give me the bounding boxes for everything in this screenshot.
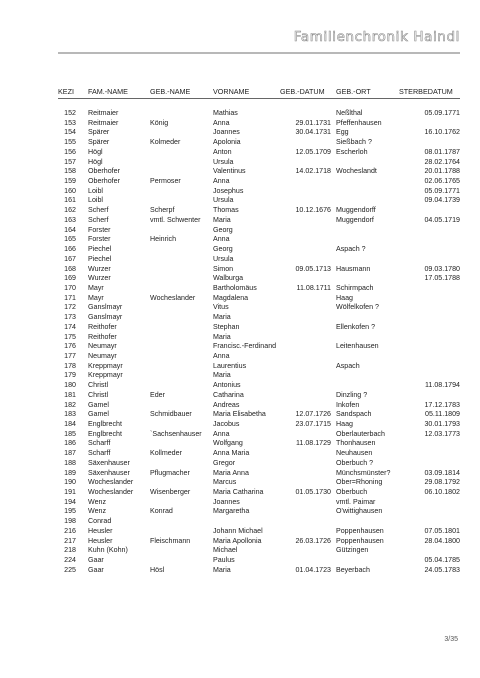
- geb-name-cell: Konrad: [150, 507, 173, 516]
- geb-datum-cell: 29.01.1731: [295, 118, 331, 127]
- fam-name-cell: Kuhn (Kohn): [88, 546, 128, 555]
- vorname-cell: Valentinus: [213, 167, 246, 176]
- vorname-cell: Vitus: [213, 303, 229, 312]
- col-geb-ort: GEB.-ORT: [336, 87, 371, 96]
- geb-name-cell: Heinrich: [150, 235, 177, 244]
- header-title: Familienchronik Haindl: [293, 29, 460, 45]
- kezi-cell: 168: [64, 264, 76, 273]
- table-row: [0, 177, 480, 187]
- geb-ort-cell: Escherloh: [336, 147, 368, 156]
- kezi-cell: 162: [64, 206, 76, 215]
- sterbedatum-cell: 08.01.1787: [424, 147, 460, 156]
- table-row: [0, 352, 480, 362]
- col-geb-name: GEB.-NAME: [150, 87, 191, 96]
- table-row: [0, 235, 480, 245]
- kezi-cell: 184: [64, 420, 76, 428]
- table-row: [0, 274, 480, 284]
- kezi-cell: 164: [64, 225, 76, 234]
- geb-ort-cell: Ellenkofen ?: [336, 322, 376, 331]
- table-row: [0, 401, 480, 411]
- table-row: [0, 206, 480, 216]
- table-row: [0, 566, 480, 576]
- geb-ort-cell: Oberlauterbach: [336, 429, 385, 438]
- kezi-cell: 188: [64, 458, 76, 467]
- vorname-cell: Walburga: [213, 274, 244, 283]
- geb-ort-cell: Oberbuch ?: [336, 458, 374, 467]
- fam-name-cell: Oberhofer: [88, 177, 120, 186]
- geb-datum-cell: 10.12.1676: [295, 206, 331, 215]
- geb-name-cell: Pflugmacher: [150, 468, 190, 477]
- vorname-cell: Maria: [213, 371, 231, 380]
- vorname-cell: Josephus: [213, 186, 244, 195]
- kezi-cell: 181: [64, 390, 76, 399]
- table-row: [0, 439, 480, 449]
- fam-name-cell: Scharff: [88, 439, 111, 448]
- kezi-cell: 155: [64, 138, 76, 147]
- fam-name-cell: Kreppmayr: [88, 361, 123, 370]
- kezi-cell: 186: [64, 439, 76, 448]
- kezi-cell: 165: [64, 235, 76, 244]
- kezi-cell: 169: [64, 274, 76, 283]
- table-row: [0, 303, 480, 313]
- table-row: [0, 196, 480, 206]
- geb-name-cell: Schmidbauer: [150, 410, 192, 419]
- kezi-cell: 153: [64, 118, 76, 127]
- sterbedatum-cell: 28.02.1764: [424, 157, 460, 166]
- fam-name-cell: Spärer: [88, 138, 110, 147]
- geb-ort-cell: Poppenhausen: [336, 536, 384, 545]
- geb-ort-cell: Muggendorf: [336, 215, 374, 224]
- sterbedatum-cell: 24.05.1783: [424, 565, 460, 574]
- table-row: [0, 167, 480, 177]
- table-row: [0, 488, 480, 498]
- col-geb-datum: GEB.-DATUM: [280, 87, 325, 96]
- geb-name-cell: Kolmeder: [150, 138, 181, 147]
- geb-ort-cell: Haag: [336, 293, 353, 302]
- fam-name-cell: Neumayr: [88, 342, 117, 351]
- geb-name-cell: Permoser: [150, 177, 181, 186]
- vorname-cell: Marcus: [213, 478, 237, 487]
- fam-name-cell: Spärer: [88, 128, 110, 137]
- kezi-cell: 174: [64, 322, 76, 331]
- vorname-cell: Francisc.-Ferdinand: [213, 342, 277, 351]
- kezi-cell: 195: [64, 507, 76, 516]
- table-row: [0, 245, 480, 255]
- vorname-cell: Mathias: [213, 109, 238, 117]
- sterbedatum-cell: 05.09.1771: [424, 186, 460, 195]
- kezi-cell: 191: [64, 488, 76, 497]
- vorname-cell: Maria: [213, 565, 231, 574]
- table-row: [0, 158, 480, 168]
- fam-name-cell: Reitmaier: [88, 118, 119, 127]
- sterbedatum-cell: 09.04.1739: [424, 196, 460, 205]
- kezi-cell: 216: [64, 526, 76, 535]
- table-row: [0, 527, 480, 537]
- geb-datum-cell: 14.02.1718: [295, 167, 331, 176]
- kezi-cell: 156: [64, 147, 76, 156]
- geb-datum-cell: 11.08.1729: [296, 439, 331, 448]
- fam-name-cell: Piechel: [88, 245, 112, 254]
- kezi-cell: 159: [64, 177, 76, 186]
- fam-name-cell: Forster: [88, 235, 111, 244]
- column-header-rule: [58, 98, 460, 99]
- table-row: [0, 342, 480, 352]
- geb-datum-cell: 12.05.1709: [295, 147, 331, 156]
- geb-ort-cell: Gützingen: [336, 546, 369, 555]
- geb-ort-cell: vmtl. Paimar: [336, 497, 376, 506]
- fam-name-cell: Wurzer: [88, 264, 111, 273]
- sterbedatum-cell: 12.03.1773: [424, 429, 460, 438]
- geb-ort-cell: Münchsmünster?: [336, 468, 391, 477]
- table-row: [0, 148, 480, 158]
- geb-datum-cell: 23.07.1715: [295, 420, 331, 428]
- fam-name-cell: Englbrecht: [88, 429, 122, 438]
- vorname-cell: Margaretha: [213, 507, 250, 516]
- col-kezi: KEZI: [58, 87, 74, 96]
- geb-ort-cell: Poppenhausen: [336, 526, 384, 535]
- fam-name-cell: Loibl: [88, 186, 103, 195]
- kezi-cell: 175: [64, 332, 76, 341]
- geb-ort-cell: Neuhausen: [336, 449, 373, 458]
- fam-name-cell: Wocheslander: [88, 478, 134, 487]
- sterbedatum-cell: 17.12.1783: [424, 400, 460, 409]
- vorname-cell: Paulus: [213, 556, 235, 565]
- geb-ort-cell: Thonhausen: [336, 439, 376, 448]
- table-row: [0, 420, 480, 430]
- fam-name-cell: Ganslmayr: [88, 303, 123, 312]
- table-row: [0, 265, 480, 275]
- vorname-cell: Bartholomäus: [213, 283, 257, 292]
- geb-ort-cell: Haag: [336, 420, 353, 428]
- geb-ort-cell: Wocheslandt: [336, 167, 377, 176]
- vorname-cell: Joannes: [213, 128, 240, 137]
- page-number: 3/35: [444, 636, 458, 643]
- vorname-cell: Michael: [213, 546, 238, 555]
- sterbedatum-cell: 29.08.1792: [424, 478, 460, 487]
- kezi-cell: 177: [64, 351, 76, 360]
- vorname-cell: Magdalena: [213, 293, 249, 302]
- geb-datum-cell: 30.04.1731: [295, 128, 331, 137]
- geb-datum-cell: 09.05.1713: [295, 264, 331, 273]
- kezi-cell: 161: [64, 196, 76, 205]
- geb-ort-cell: O'wittighausen: [336, 507, 383, 516]
- geb-name-cell: `Sachsenhauser: [150, 429, 202, 438]
- kezi-cell: 179: [64, 371, 76, 380]
- vorname-cell: Ursula: [213, 254, 234, 263]
- fam-name-cell: Högl: [88, 157, 103, 166]
- vorname-cell: Anna: [213, 429, 230, 438]
- geb-ort-cell: Wölfelkofen ?: [336, 303, 379, 312]
- table-row: [0, 294, 480, 304]
- table-row: [0, 537, 480, 547]
- fam-name-cell: Reithofer: [88, 322, 117, 331]
- vorname-cell: Wolfgang: [213, 439, 243, 448]
- vorname-cell: Maria Apollonia: [213, 536, 262, 545]
- fam-name-cell: Forster: [88, 225, 111, 234]
- vorname-cell: Georg: [213, 245, 233, 254]
- table-row: [0, 109, 480, 119]
- table-row: [0, 333, 480, 343]
- fam-name-cell: Wurzer: [88, 274, 111, 283]
- sterbedatum-cell: 04.05.1719: [424, 215, 460, 224]
- vorname-cell: Ursula: [213, 157, 234, 166]
- vorname-cell: Maria Elisabetha: [213, 410, 266, 419]
- geb-ort-cell: Beyerbach: [336, 565, 370, 574]
- table-row: [0, 449, 480, 459]
- geb-datum-cell: 26.03.1726: [295, 536, 331, 545]
- vorname-cell: Simon: [213, 264, 234, 273]
- kezi-cell: 154: [64, 128, 76, 137]
- kezi-cell: 170: [64, 283, 76, 292]
- sterbedatum-cell: 11.08.1794: [425, 381, 460, 390]
- vorname-cell: Anna: [213, 118, 230, 127]
- geb-name-cell: Kollmeder: [150, 449, 182, 458]
- vorname-cell: Maria: [213, 332, 231, 341]
- column-header-row: [0, 87, 480, 98]
- vorname-cell: Anton: [213, 147, 232, 156]
- fam-name-cell: Gaar: [88, 556, 104, 565]
- geb-name-cell: Wocheslander: [150, 293, 196, 302]
- fam-name-cell: Säxenhauser: [88, 458, 130, 467]
- vorname-cell: Anna Maria: [213, 449, 250, 458]
- sterbedatum-cell: 05.09.1771: [424, 109, 460, 117]
- table-row: [0, 498, 480, 508]
- geb-ort-cell: Schirmpach: [336, 283, 374, 292]
- fam-name-cell: Heusler: [88, 536, 113, 545]
- sterbedatum-cell: 03.09.1814: [424, 468, 460, 477]
- vorname-cell: Anna: [213, 235, 230, 244]
- geb-datum-cell: 01.04.1723: [295, 565, 331, 574]
- sterbedatum-cell: 09.03.1780: [424, 264, 460, 273]
- table-row: [0, 216, 480, 226]
- kezi-cell: 157: [64, 157, 76, 166]
- kezi-cell: 217: [64, 536, 76, 545]
- fam-name-cell: Wenz: [88, 497, 107, 506]
- geb-ort-cell: Leitenhausen: [336, 342, 379, 351]
- table-row: [0, 430, 480, 440]
- vorname-cell: Maria: [213, 313, 231, 322]
- fam-name-cell: Reitmaier: [88, 109, 119, 117]
- fam-name-cell: Englbrecht: [88, 420, 122, 428]
- kezi-cell: 185: [64, 429, 76, 438]
- header-rule: [58, 52, 460, 54]
- kezi-cell: 224: [64, 556, 76, 565]
- vorname-cell: Gregor: [213, 458, 236, 467]
- fam-name-cell: Ganslmayr: [88, 313, 123, 322]
- table-row: [0, 138, 480, 148]
- kezi-cell: 173: [64, 313, 76, 322]
- fam-name-cell: Scherf: [88, 215, 109, 224]
- geb-ort-cell: Aspach ?: [336, 245, 366, 254]
- kezi-cell: 182: [64, 400, 76, 409]
- fam-name-cell: Conrad: [88, 517, 112, 526]
- table-row: [0, 255, 480, 265]
- kezi-cell: 166: [64, 245, 76, 254]
- kezi-cell: 163: [64, 215, 76, 224]
- table-row: [0, 226, 480, 236]
- sterbedatum-cell: 16.10.1762: [424, 128, 460, 137]
- kezi-cell: 194: [64, 497, 76, 506]
- genealogy-table: [0, 109, 480, 576]
- geb-ort-cell: Aspach: [336, 361, 360, 370]
- geb-ort-cell: Sandspach: [336, 410, 372, 419]
- geb-name-cell: Scherpf: [150, 206, 175, 215]
- sterbedatum-cell: 30.01.1793: [424, 420, 460, 428]
- vorname-cell: Andreas: [213, 400, 240, 409]
- table-row: [0, 284, 480, 294]
- table-row: [0, 323, 480, 333]
- table-row: [0, 507, 480, 517]
- kezi-cell: 160: [64, 186, 76, 195]
- table-row: [0, 459, 480, 469]
- fam-name-cell: Gamel: [88, 410, 109, 419]
- vorname-cell: Thomas: [213, 206, 239, 215]
- kezi-cell: 171: [64, 293, 76, 302]
- kezi-cell: 167: [64, 254, 76, 263]
- vorname-cell: Stephan: [213, 322, 240, 331]
- kezi-cell: 225: [64, 565, 76, 574]
- vorname-cell: Anna: [213, 351, 230, 360]
- sterbedatum-cell: 02.06.1765: [424, 177, 460, 186]
- table-row: [0, 469, 480, 479]
- geb-ort-cell: Dinzling ?: [336, 390, 368, 399]
- fam-name-cell: Gaar: [88, 565, 104, 574]
- table-row: [0, 478, 480, 488]
- table-row: [0, 391, 480, 401]
- fam-name-cell: Scharff: [88, 449, 111, 458]
- geb-name-cell: Fleischmann: [150, 536, 191, 545]
- table-row: [0, 517, 480, 527]
- vorname-cell: Jacobus: [213, 420, 240, 428]
- table-row: [0, 556, 480, 566]
- geb-name-cell: König: [150, 118, 169, 127]
- sterbedatum-cell: 05.04.1785: [424, 556, 460, 565]
- geb-ort-cell: Hausmann: [336, 264, 371, 273]
- geb-ort-cell: Muggendorff: [336, 206, 376, 215]
- geb-ort-cell: Oberbuch: [336, 488, 368, 497]
- sterbedatum-cell: 06.10.1802: [424, 488, 460, 497]
- vorname-cell: Laurentius: [213, 361, 247, 370]
- table-row: [0, 362, 480, 372]
- kezi-cell: 152: [64, 109, 76, 117]
- fam-name-cell: Högl: [88, 147, 103, 156]
- geb-ort-cell: Pfeffenhausen: [336, 118, 382, 127]
- fam-name-cell: Oberhofer: [88, 167, 120, 176]
- table-row: [0, 119, 480, 129]
- geb-datum-cell: 12.07.1726: [295, 410, 331, 419]
- vorname-cell: Maria: [213, 215, 231, 224]
- fam-name-cell: Loibl: [88, 196, 103, 205]
- kezi-cell: 187: [64, 449, 76, 458]
- kezi-cell: 178: [64, 361, 76, 370]
- geb-ort-cell: Sießbach ?: [336, 138, 372, 147]
- kezi-cell: 158: [64, 167, 76, 176]
- table-row: [0, 410, 480, 420]
- fam-name-cell: Reithofer: [88, 332, 117, 341]
- vorname-cell: Maria Catharina: [213, 488, 264, 497]
- sterbedatum-cell: 05.11.1809: [425, 410, 460, 419]
- col-vorname: VORNAME: [213, 87, 250, 96]
- kezi-cell: 180: [64, 381, 76, 390]
- vorname-cell: Johann Michael: [213, 526, 263, 535]
- fam-name-cell: Mayr: [88, 293, 104, 302]
- geb-datum-cell: 11.08.1711: [296, 283, 331, 292]
- fam-name-cell: Mayr: [88, 283, 104, 292]
- fam-name-cell: Gamel: [88, 400, 109, 409]
- fam-name-cell: Scherf: [88, 206, 109, 215]
- sterbedatum-cell: 17.05.1788: [424, 274, 460, 283]
- table-row: [0, 313, 480, 323]
- table-row: [0, 371, 480, 381]
- geb-datum-cell: 01.05.1730: [295, 488, 331, 497]
- geb-name-cell: Wisenberger: [150, 488, 191, 497]
- kezi-cell: 189: [64, 468, 76, 477]
- geb-name-cell: Hösl: [150, 565, 165, 574]
- sterbedatum-cell: 20.01.1788: [424, 167, 460, 176]
- geb-name-cell: Eder: [150, 390, 165, 399]
- col-fam-name: FAM.-NAME: [88, 87, 128, 96]
- geb-ort-cell: Ober=Rhoning: [336, 478, 383, 487]
- geb-ort-cell: Inkofen: [336, 400, 360, 409]
- kezi-cell: 176: [64, 342, 76, 351]
- table-row: [0, 187, 480, 197]
- fam-name-cell: Kreppmayr: [88, 371, 123, 380]
- fam-name-cell: Säxenhauser: [88, 468, 130, 477]
- kezi-cell: 190: [64, 478, 76, 487]
- fam-name-cell: Neumayr: [88, 351, 117, 360]
- table-row: [0, 381, 480, 391]
- fam-name-cell: Christl: [88, 381, 109, 390]
- kezi-cell: 183: [64, 410, 76, 419]
- vorname-cell: Antonius: [213, 381, 241, 390]
- vorname-cell: Apolonia: [213, 138, 241, 147]
- vorname-cell: Ursula: [213, 196, 234, 205]
- table-row: [0, 128, 480, 138]
- fam-name-cell: Wenz: [88, 507, 107, 516]
- sterbedatum-cell: 07.05.1801: [424, 526, 460, 535]
- geb-ort-cell: Egg: [336, 128, 349, 137]
- fam-name-cell: Christl: [88, 390, 109, 399]
- geb-ort-cell: Neßlthal: [336, 109, 363, 117]
- kezi-cell: 218: [64, 546, 76, 555]
- vorname-cell: Catharina: [213, 390, 244, 399]
- fam-name-cell: Wocheslander: [88, 488, 134, 497]
- geb-name-cell: vmtl. Schwenter: [150, 215, 201, 224]
- kezi-cell: 172: [64, 303, 76, 312]
- fam-name-cell: Heusler: [88, 526, 113, 535]
- col-sterbedatum: STERBEDATUM: [399, 87, 453, 96]
- fam-name-cell: Piechel: [88, 254, 112, 263]
- vorname-cell: Georg: [213, 225, 233, 234]
- table-row: [0, 546, 480, 556]
- vorname-cell: Joannes: [213, 497, 240, 506]
- kezi-cell: 198: [64, 517, 76, 526]
- vorname-cell: Maria Anna: [213, 468, 249, 477]
- sterbedatum-cell: 28.04.1800: [424, 536, 460, 545]
- vorname-cell: Anna: [213, 177, 230, 186]
